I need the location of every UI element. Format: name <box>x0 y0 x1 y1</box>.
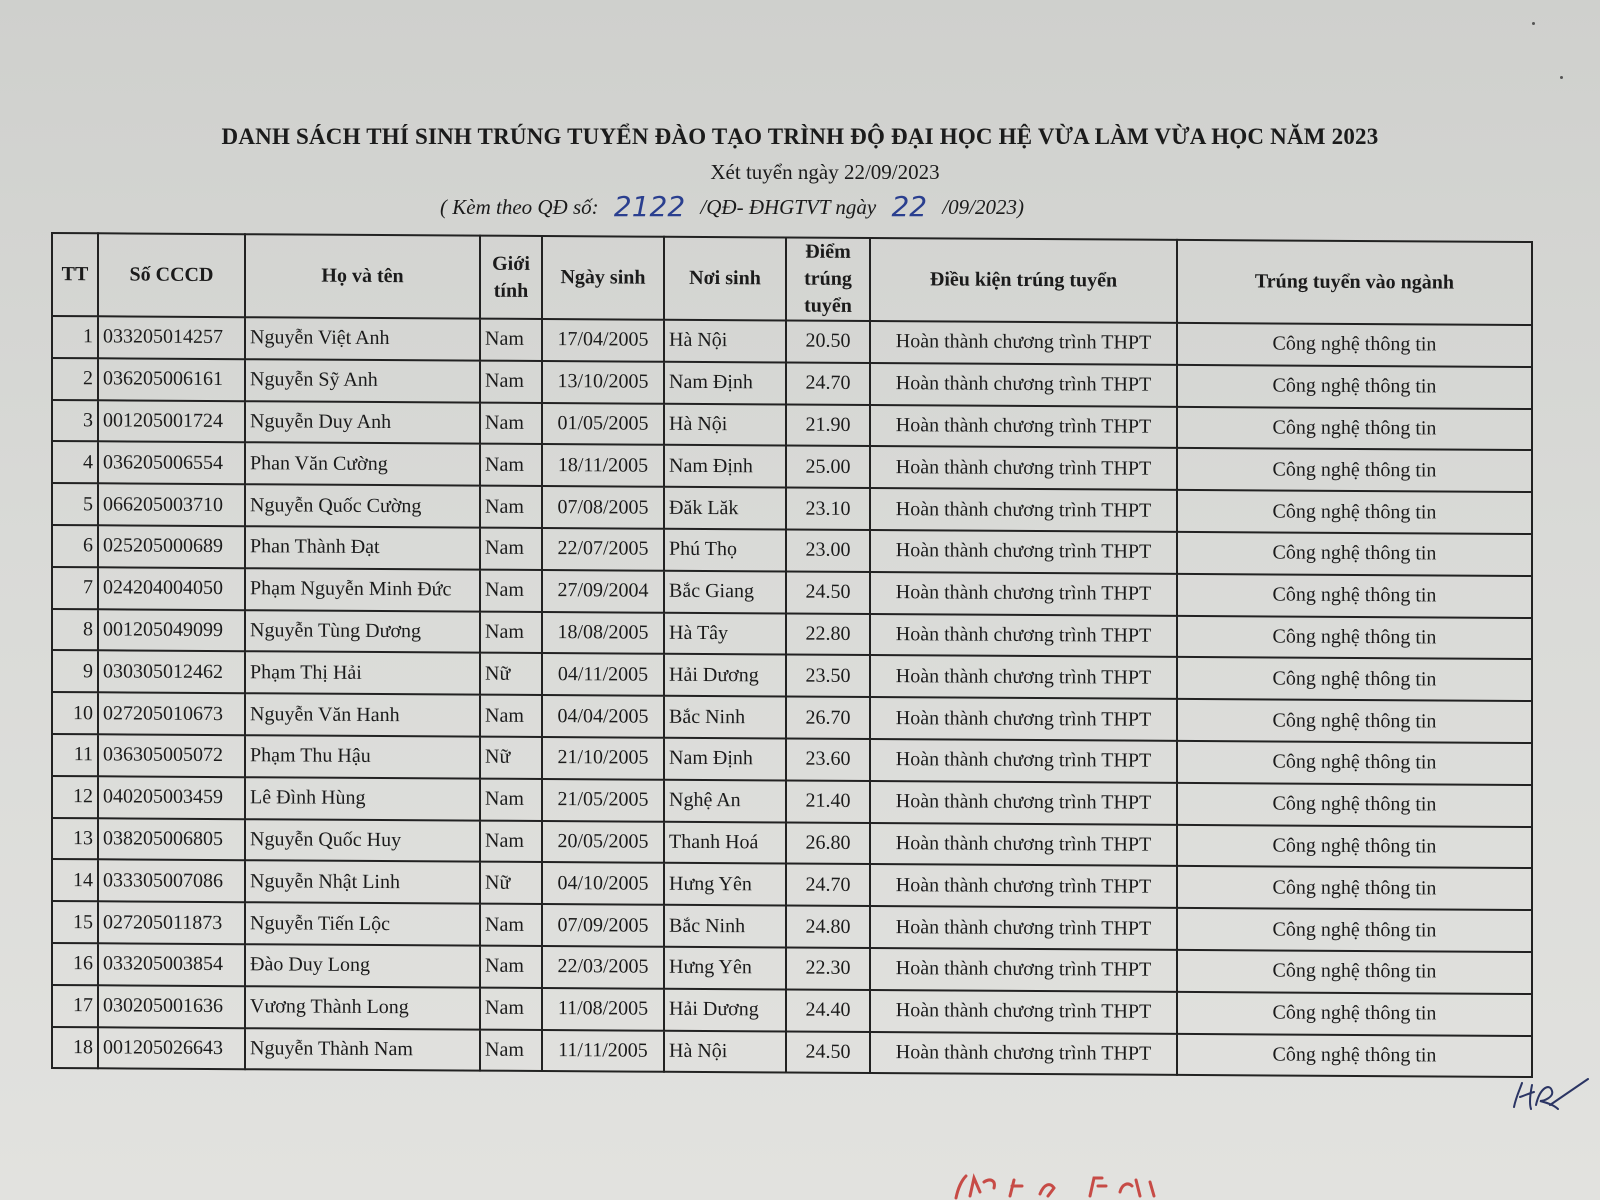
cell-condition: Hoàn thành chương trình THPT <box>870 864 1177 908</box>
cell-major: Công nghệ thông tin <box>1177 365 1532 409</box>
cell-pob: Hà Nội <box>664 403 786 446</box>
cell-name: Phan Thành Đạt <box>245 526 480 569</box>
cell-pob: Hà Nội <box>664 320 786 363</box>
cell-score: 23.10 <box>786 488 870 530</box>
cell-condition: Hoàn thành chương trình THPT <box>870 321 1177 365</box>
cell-id: 024204004050 <box>98 567 245 610</box>
cell-score: 21.40 <box>786 780 870 822</box>
cell-condition: Hoàn thành chương trình THPT <box>870 614 1177 658</box>
cell-major: Công nghệ thông tin <box>1177 574 1532 618</box>
cell-major: Công nghệ thông tin <box>1177 741 1532 785</box>
cell-dob: 18/11/2005 <box>542 444 664 487</box>
red-stamp-fragment <box>950 1170 1170 1200</box>
paper-speck <box>1532 22 1535 25</box>
cell-major: Công nghệ thông tin <box>1177 699 1532 743</box>
cell-major: Công nghệ thông tin <box>1177 992 1532 1036</box>
cell-name: Nguyễn Sỹ Anh <box>245 359 480 402</box>
cell-score: 24.70 <box>786 864 870 906</box>
cell-pob: Bắc Ninh <box>664 696 786 739</box>
cell-sex: Nam <box>480 987 542 1029</box>
cell-pob: Hà Tây <box>664 612 786 655</box>
cell-dob: 21/10/2005 <box>542 737 664 780</box>
header-major: Trúng tuyển vào ngành <box>1177 240 1532 325</box>
cell-pob: Bắc Giang <box>664 571 786 614</box>
cell-pob: Nam Định <box>664 445 786 488</box>
decision-middle: /QĐ- ĐHGTVT ngày <box>700 195 877 219</box>
cell-tt: 14 <box>52 859 98 901</box>
cell-major: Công nghệ thông tin <box>1177 908 1532 952</box>
cell-name: Nguyễn Việt Anh <box>245 317 480 360</box>
cell-major: Công nghệ thông tin <box>1177 615 1532 659</box>
initials-signature <box>1510 1075 1590 1115</box>
cell-sex: Nam <box>480 402 542 444</box>
cell-pob: Bắc Ninh <box>664 905 786 948</box>
cell-pob: Phú Thọ <box>664 529 786 572</box>
cell-id: 001205049099 <box>98 609 245 652</box>
cell-score: 26.70 <box>786 697 870 739</box>
cell-condition: Hoàn thành chương trình THPT <box>870 823 1177 867</box>
cell-dob: 17/04/2005 <box>542 319 664 362</box>
cell-dob: 11/08/2005 <box>542 988 664 1031</box>
cell-sex: Nữ <box>480 862 542 904</box>
header-id: Số CCCD <box>98 233 245 317</box>
cell-id: 001205026643 <box>98 1027 245 1070</box>
cell-dob: 13/10/2005 <box>542 361 664 404</box>
cell-score: 21.90 <box>786 404 870 446</box>
cell-condition: Hoàn thành chương trình THPT <box>870 948 1177 992</box>
header-score-line1: Điểm <box>805 240 851 263</box>
cell-sex: Nam <box>480 444 542 486</box>
header-score <box>786 237 870 321</box>
cell-name: Lê Đình Hùng <box>245 777 480 820</box>
cell-tt: 6 <box>52 525 98 567</box>
cell-tt: 16 <box>52 943 98 985</box>
cell-id: 027205010673 <box>98 692 245 735</box>
cell-name: Nguyễn Thành Nam <box>245 1028 480 1071</box>
cell-tt: 13 <box>52 818 98 860</box>
cell-tt: 1 <box>52 316 98 358</box>
document-subtitle: Xét tuyển ngày 22/09/2023 <box>710 160 940 184</box>
cell-pob: Hưng Yên <box>664 947 786 990</box>
cell-sex: Nam <box>480 695 542 737</box>
cell-id: 033205003854 <box>98 943 245 986</box>
cell-name: Phạm Thị Hải <box>245 652 480 695</box>
cell-id: 001205001724 <box>98 400 245 443</box>
cell-condition: Hoàn thành chương trình THPT <box>870 363 1177 407</box>
header-condition: Điều kiện trúng tuyển <box>870 238 1177 323</box>
cell-sex: Nam <box>480 360 542 402</box>
cell-tt: 15 <box>52 901 98 943</box>
header-score-line2: trúng <box>804 267 852 290</box>
cell-major: Công nghệ thông tin <box>1177 783 1532 827</box>
cell-major: Công nghệ thông tin <box>1177 824 1532 868</box>
cell-score: 23.00 <box>786 529 870 571</box>
cell-tt: 2 <box>52 358 98 400</box>
cell-score: 24.80 <box>786 906 870 948</box>
cell-condition: Hoàn thành chương trình THPT <box>870 488 1177 532</box>
cell-major: Công nghệ thông tin <box>1177 532 1532 576</box>
cell-score: 23.50 <box>786 655 870 697</box>
cell-name: Vương Thành Long <box>245 986 480 1029</box>
cell-major: Công nghệ thông tin <box>1177 323 1532 367</box>
cell-score: 26.80 <box>786 822 870 864</box>
cell-sex: Nam <box>480 569 542 611</box>
cell-dob: 11/11/2005 <box>542 1030 664 1073</box>
cell-pob: Thanh Hoá <box>664 821 786 864</box>
cell-name: Nguyễn Văn Hanh <box>245 693 480 736</box>
cell-id: 027205011873 <box>98 901 245 944</box>
header-name: Họ và tên <box>245 234 480 318</box>
cell-dob: 07/09/2005 <box>542 904 664 947</box>
cell-id: 036205006161 <box>98 358 245 401</box>
cell-score: 22.80 <box>786 613 870 655</box>
table-row <box>52 1027 1532 1078</box>
cell-condition: Hoàn thành chương trình THPT <box>870 405 1177 449</box>
cell-major: Công nghệ thông tin <box>1177 448 1532 492</box>
cell-sex: Nam <box>480 486 542 528</box>
cell-sex: Nam <box>480 820 542 862</box>
header-dob: Ngày sinh <box>542 236 664 320</box>
cell-id: 033305007086 <box>98 860 245 903</box>
cell-dob: 21/05/2005 <box>542 779 664 822</box>
header-tt: TT <box>52 233 98 316</box>
header-pob: Nơi sinh <box>664 237 786 321</box>
cell-tt: 12 <box>52 776 98 818</box>
cell-tt: 4 <box>52 441 98 483</box>
cell-pob: Hải Dương <box>664 654 786 697</box>
decision-number-handwritten: 2122 <box>613 190 686 223</box>
cell-id: 036205006554 <box>98 442 245 485</box>
cell-name: Phan Văn Cường <box>245 443 480 486</box>
cell-dob: 18/08/2005 <box>542 612 664 655</box>
cell-sex: Nam <box>480 946 542 988</box>
cell-major: Công nghệ thông tin <box>1177 406 1532 450</box>
cell-pob: Nghệ An <box>664 780 786 823</box>
cell-tt: 8 <box>52 609 98 651</box>
cell-score: 22.30 <box>786 947 870 989</box>
cell-name: Nguyễn Quốc Huy <box>245 819 480 862</box>
header-sex <box>480 236 542 319</box>
cell-dob: 07/08/2005 <box>542 486 664 529</box>
cell-condition: Hoàn thành chương trình THPT <box>870 697 1177 741</box>
cell-name: Nguyễn Tiến Lộc <box>245 902 480 945</box>
cell-tt: 5 <box>52 483 98 525</box>
document-title: DANH SÁCH THÍ SINH TRÚNG TUYỂN ĐÀO TẠO TRÌNH ĐỘ ĐẠI HỌC HỆ VỪA LÀM VỪA HỌC NĂM 2023 <box>221 124 1379 149</box>
cell-name: Phạm Thu Hậu <box>245 735 480 778</box>
cell-major: Công nghệ thông tin <box>1177 657 1532 701</box>
cell-pob: Hà Nội <box>664 1030 786 1073</box>
cell-name: Nguyễn Tùng Dương <box>245 610 480 653</box>
cell-score: 24.70 <box>786 362 870 404</box>
cell-major: Công nghệ thông tin <box>1177 1033 1532 1077</box>
cell-condition: Hoàn thành chương trình THPT <box>870 781 1177 825</box>
cell-condition: Hoàn thành chương trình THPT <box>870 446 1177 490</box>
cell-tt: 7 <box>52 567 98 609</box>
cell-tt: 9 <box>52 650 98 692</box>
cell-sex: Nam <box>480 611 542 653</box>
cell-name: Nguyễn Quốc Cường <box>245 484 480 527</box>
cell-score: 24.40 <box>786 989 870 1031</box>
cell-sex: Nam <box>480 778 542 820</box>
cell-tt: 17 <box>52 985 98 1027</box>
cell-id: 025205000689 <box>98 525 245 568</box>
cell-pob: Nam Định <box>664 738 786 781</box>
cell-condition: Hoàn thành chương trình THPT <box>870 572 1177 616</box>
cell-condition: Hoàn thành chương trình THPT <box>870 1032 1177 1076</box>
paper-speck <box>1560 76 1563 79</box>
cell-score: 24.50 <box>786 571 870 613</box>
cell-dob: 27/09/2004 <box>542 570 664 613</box>
cell-condition: Hoàn thành chương trình THPT <box>870 530 1177 574</box>
cell-pob: Nam Định <box>664 362 786 405</box>
cell-score: 20.50 <box>786 320 870 362</box>
cell-sex: Nam <box>480 904 542 946</box>
cell-condition: Hoàn thành chương trình THPT <box>870 906 1177 950</box>
cell-id: 030205001636 <box>98 985 245 1028</box>
cell-condition: Hoàn thành chương trình THPT <box>870 990 1177 1034</box>
cell-tt: 10 <box>52 692 98 734</box>
cell-id: 033205014257 <box>98 316 245 359</box>
cell-id: 036305005072 <box>98 734 245 777</box>
cell-dob: 04/11/2005 <box>542 653 664 696</box>
table-body <box>52 316 1532 1077</box>
cell-sex: Nữ <box>480 737 542 779</box>
cell-score: 24.50 <box>786 1031 870 1073</box>
cell-dob: 04/04/2005 <box>542 695 664 738</box>
cell-name: Nguyễn Nhật Linh <box>245 861 480 904</box>
header-sex-line1: Giới <box>492 252 530 275</box>
cell-condition: Hoàn thành chương trình THPT <box>870 739 1177 783</box>
cell-pob: Hải Dương <box>664 988 786 1031</box>
decision-day-handwritten: 22 <box>891 190 928 223</box>
cell-sex: Nữ <box>480 653 542 695</box>
cell-sex: Nam <box>480 528 542 570</box>
cell-tt: 3 <box>52 400 98 442</box>
cell-tt: 18 <box>52 1027 98 1069</box>
cell-name: Nguyễn Duy Anh <box>245 401 480 444</box>
cell-id: 030305012462 <box>98 651 245 694</box>
cell-name: Đào Duy Long <box>245 944 480 987</box>
cell-dob: 20/05/2005 <box>542 821 664 864</box>
cell-major: Công nghệ thông tin <box>1177 950 1532 994</box>
cell-tt: 11 <box>52 734 98 776</box>
cell-score: 25.00 <box>786 446 870 488</box>
table-header-row <box>52 233 1532 325</box>
cell-condition: Hoàn thành chương trình THPT <box>870 655 1177 699</box>
cell-major: Công nghệ thông tin <box>1177 490 1532 534</box>
cell-pob: Hưng Yên <box>664 863 786 906</box>
cell-dob: 22/03/2005 <box>542 946 664 989</box>
admission-table <box>51 232 1533 1078</box>
cell-sex: Nam <box>480 1029 542 1071</box>
decision-prefix: ( Kèm theo QĐ số: <box>440 195 599 219</box>
header-sex-line2: tính <box>493 279 529 302</box>
cell-sex: Nam <box>480 319 542 361</box>
cell-dob: 01/05/2005 <box>542 403 664 446</box>
cell-pob: Đăk Lăk <box>664 487 786 530</box>
cell-id: 038205006805 <box>98 818 245 861</box>
cell-dob: 04/10/2005 <box>542 862 664 905</box>
cell-id: 066205003710 <box>98 483 245 526</box>
cell-major: Công nghệ thông tin <box>1177 866 1532 910</box>
decision-suffix: /09/2023) <box>942 195 1025 219</box>
cell-dob: 22/07/2005 <box>542 528 664 571</box>
cell-name: Phạm Nguyễn Minh Đức <box>245 568 480 611</box>
header-score-line3: tuyển <box>804 294 852 317</box>
decision-reference <box>440 188 1240 221</box>
cell-id: 040205003459 <box>98 776 245 819</box>
cell-score: 23.60 <box>786 738 870 780</box>
